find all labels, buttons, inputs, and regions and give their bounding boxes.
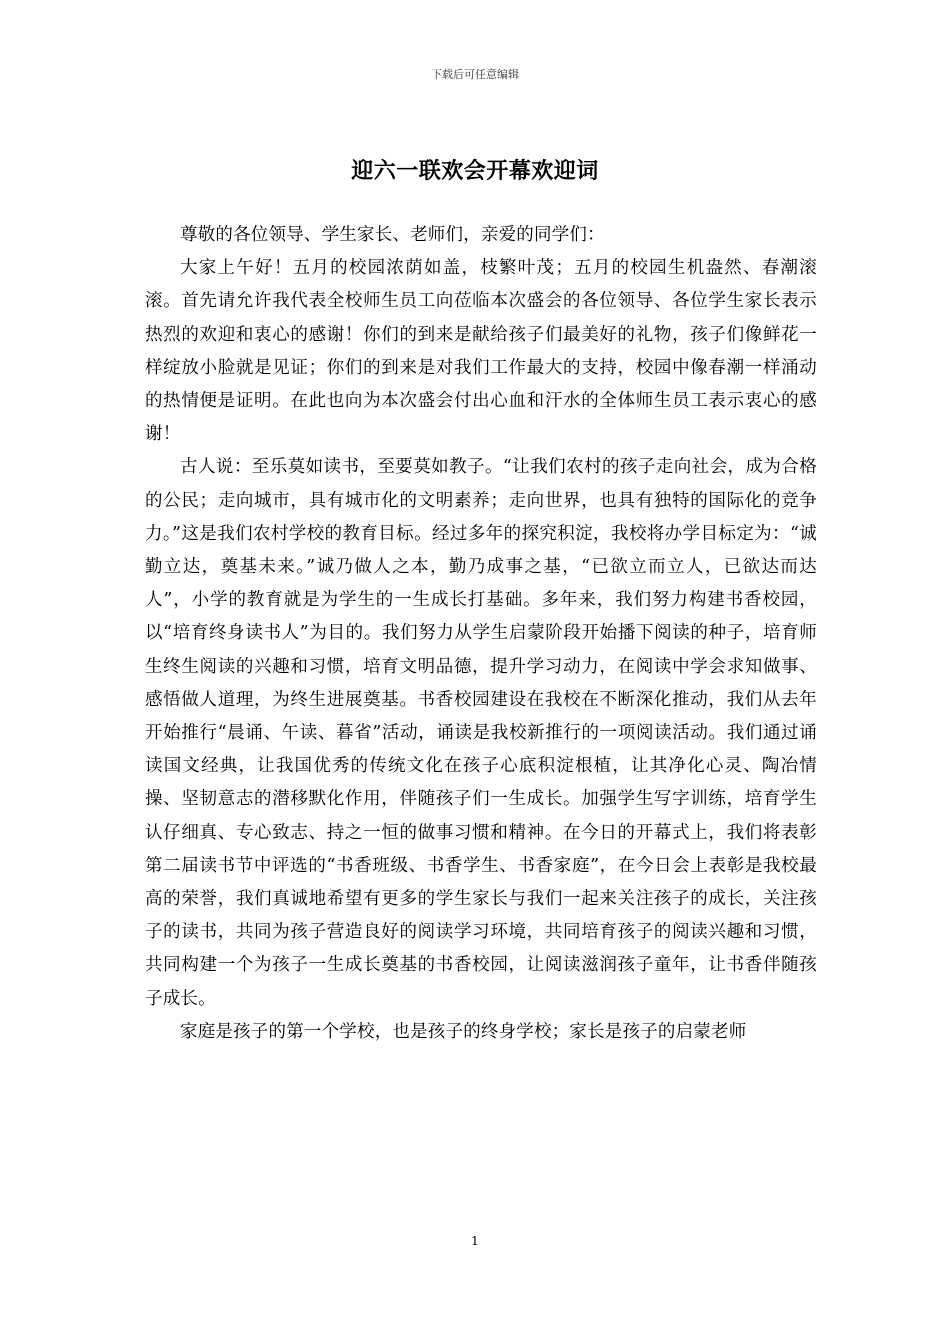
page-number: 1: [471, 1234, 479, 1248]
salutation-paragraph: 尊敬的各位领导、学生家长、老师们，亲爱的同学们：: [180, 225, 605, 245]
body-paragraph-1: 大家上午好！五月的校园浓荫如盖，枝繁叶茂；五月的校园生机盎然、春潮滚滚。首先请允许我代表全校师生员工向莅临本次盛会的各位领导、各位学生家长表示热烈的欢迎和衷心的感谢！你们的到来是献给孩子们最美好的礼物，孩子们像鲜花一样绽放小脸就是见证；你们的到来是对我们工作最大的支持，校园中像春潮一样涌动的热情便是证明。在此也向为本次盛会付出心血和汗水的全体师生员工表示衷心的感谢！: [145, 258, 817, 445]
page-header: 下载后可任意编辑: [431, 68, 519, 81]
body-paragraph-2: 古人说：至乐莫如读书，至要莫如教子。“让我们农村的孩子走向社会，成为合格的公民；走向城市，具有城市化的文明素养；走向世界，也具有独特的国际化的竞争力。”这是我们农村学校的教育目标。经过多年的探究积淀，我校将办学目标定为：“诚勤立达，奠基未来。”诚乃做人之本，勤乃成事之基，“已欲立而立人，已欲达而达人”，小学的教育就是为学生的一生成长打基础。多年来，我们努力构建书香校园，以“培育终身读书人”为目的。我们努力从学生启蒙阶段开始播下阅读的种子，培育师生终生阅读的兴趣和习惯，培育文明品德，提升学习动力，在阅读中学会求知做事、感悟做人道理，为终生进展奠基。书香校园建设在我校在不断深化推动，我们从去年开始推行“晨诵、午读、暮省”活动，诵读是我校新推行的一项阅读活动。我们通过诵读国文经典，让我国优秀的传统文化在孩子心底积淀根植，让其净化心灵、陶冶情操、坚韧意志的潜移默化作用，伴随孩子们一生成长。加强学生写字训练，培育学生认仔细真、专心致志、持之一恒的做事习惯和精神。在今日的开幕式上，我们将表彰第二届读书节中评选的“书香班级、书香学生、书香家庭”，在今日会上表彰是我校最高的荣誉，我们真诚地希望有更多的学生家长与我们一起来关注孩子的成长，关注孩子的读书，共同为孩子营造良好的阅读学习环境，共同培育孩子的阅读兴趣和习惯，共同构建一个为孩子一生成长奠基的书香校园，让阅读滋润孩子童年，让书香伴随孩子成长。: [145, 457, 817, 1009]
body-paragraph-3: 家庭是孩子的第一个学校，也是孩子的终身学校；家长是孩子的启蒙老师: [180, 1021, 747, 1042]
document-body: [145, 219, 817, 1049]
document-title: 迎六一联欢会开幕欢迎词: [351, 158, 599, 184]
